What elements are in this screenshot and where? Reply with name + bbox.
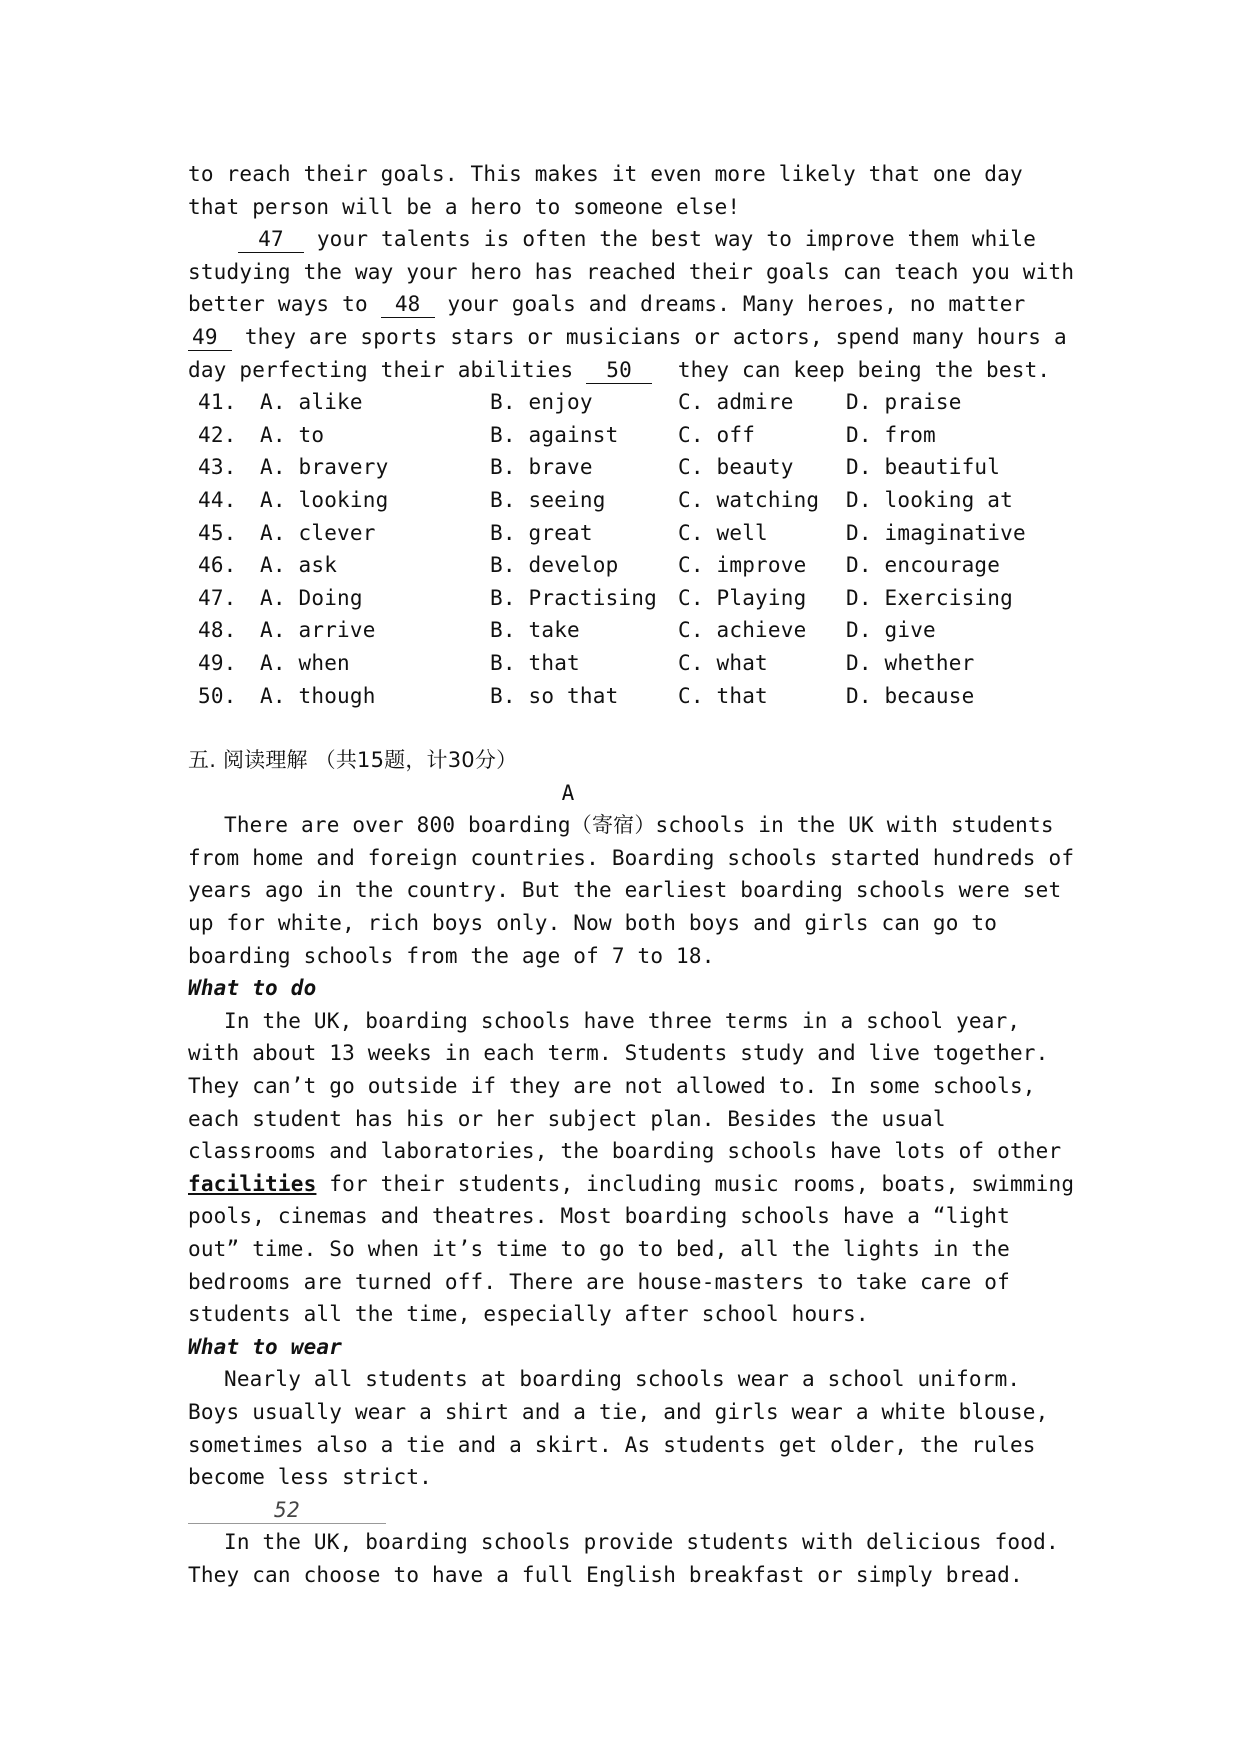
section-title: 五. 阅读理解 （共15题，计30分） [188, 748, 518, 773]
passage-line: 49 they are sports stars or musicians or actors, spend many hours a [188, 321, 1068, 354]
passage-label: A [561, 780, 575, 805]
option-row: 46. A. ask B. develop C. improve D. encourage [198, 553, 1001, 578]
paragraph-line: There are over 800 boarding（寄宿）schools in the UK with students [224, 813, 1054, 838]
paragraph-line: sometimes also a tie and a skirt. As students get older, the rules [188, 1432, 1036, 1457]
paragraph-line: They can’t go outside if they are not allowed to. In some schools, [188, 1074, 1036, 1099]
blank-52: 52 [188, 1497, 386, 1524]
paragraph-line: They can choose to have a full English breakfast or simply bread. [188, 1562, 1023, 1587]
options-table [188, 386, 1068, 712]
paragraph-line: boarding schools from the age of 7 to 18. [188, 943, 715, 968]
keyword-facilities: facilities [188, 1171, 317, 1196]
passage-line: that person will be a hero to someone else! [188, 194, 741, 219]
paragraph-line: with about 13 weeks in each term. Students study and live together. [188, 1041, 1049, 1066]
option-row: 50. A. though B. so that C. that D. because [198, 683, 975, 708]
option-row: 41. A. alike B. enjoy C. admire D. praise [198, 390, 962, 415]
spacer [188, 712, 1068, 744]
paragraph-line: years ago in the country. But the earliest boarding schools were set [188, 878, 1062, 903]
page-content [188, 158, 1075, 1592]
paragraph-line: become less strict. [188, 1465, 433, 1490]
subheading-what-to-wear: What to wear [188, 1334, 343, 1359]
option-row: 43. A. bravery B. brave C. beauty D. beautiful [198, 455, 1001, 480]
passage-line: studying the way your hero has reached their goals can teach you with [188, 259, 1075, 284]
passage-line: better ways to 48 your goals and dreams. Many heroes, no matter [188, 292, 1026, 317]
blank-49: 49 [188, 324, 232, 351]
paragraph-line: students all the time, especially after school hours. [188, 1302, 869, 1327]
option-row: 42. A. to B. against C. off D. from [198, 422, 936, 447]
paragraph-line: Nearly all students at boarding schools wear a school uniform. [224, 1367, 1021, 1392]
blank-52-line [188, 1494, 1068, 1527]
paragraph-line: from home and foreign countries. Boarding schools started hundreds of [188, 845, 1075, 870]
paragraph-line: facilities for their students, including music rooms, boats, swimming [188, 1171, 1075, 1196]
paragraph-line: Boys usually wear a shirt and a tie, and girls wear a white blouse, [188, 1399, 1049, 1424]
blank-47: 47 [238, 226, 304, 253]
paragraph-line: In the UK, boarding schools have three terms in a school year, [224, 1008, 1021, 1033]
option-row: 44. A. looking B. seeing C. watching D. looking at [198, 487, 1013, 512]
option-row: 49. A. when B. that C. what D. whether [198, 650, 975, 675]
passage-line: 47 your talents is often the best way to improve them while [188, 223, 1068, 256]
paragraph-line: each student has his or her subject plan. Besides the usual [188, 1106, 946, 1131]
blank-48: 48 [381, 291, 435, 318]
paragraph-line: bedrooms are turned off. There are house-masters to take care of [188, 1269, 1010, 1294]
paragraph-line: classrooms and laboratories, the boarding schools have lots of other [188, 1139, 1062, 1164]
paragraph-line: In the UK, boarding schools provide students with delicious food. [224, 1530, 1059, 1555]
option-row: 48. A. arrive B. take C. achieve D. give [198, 618, 936, 643]
subheading-what-to-do: What to do [188, 976, 317, 1001]
blank-50: 50 [586, 357, 652, 384]
option-row: 45. A. clever B. great C. well D. imaginative [198, 520, 1026, 545]
passage-line: day perfecting their abilities 50 they can keep being the best. [188, 357, 1051, 382]
paragraph-line: up for white, rich boys only. Now both boys and girls can go to [188, 911, 998, 936]
paragraph-line: pools, cinemas and theatres. Most boarding schools have a “light [188, 1204, 1010, 1229]
option-row: 47. A. Doing B. Practising C. Playing D. Exercising [198, 585, 1013, 610]
paragraph-line: out” time. So when it’s time to go to bed, all the lights in the [188, 1237, 1010, 1261]
passage-line: to reach their goals. This makes it even more likely that one day [188, 162, 1023, 186]
